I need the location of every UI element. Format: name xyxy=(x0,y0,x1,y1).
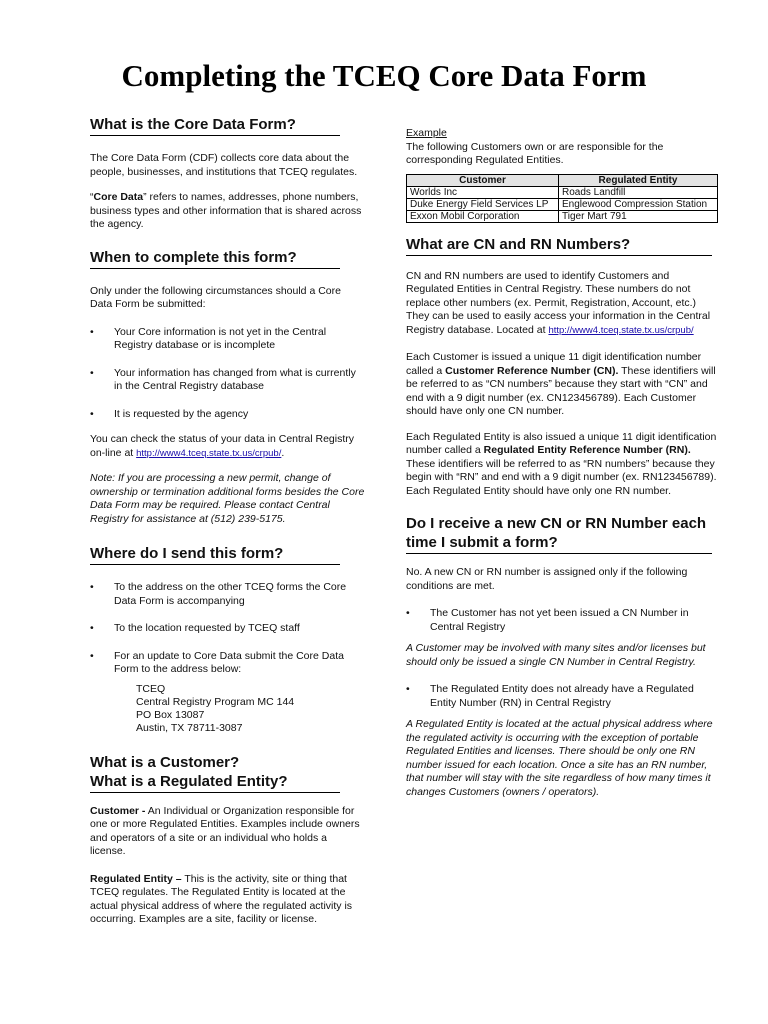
core-open-quote: “ xyxy=(90,191,94,203)
customer-def-text: An Individual or Organization responsible for one or more Regulated Entities. Examples include owners and operators of a site or an individual who holds a license. xyxy=(90,804,360,857)
condition-list-2 xyxy=(406,683,718,710)
column-header-regulated-entity: Regulated Entity xyxy=(559,174,718,186)
cnrn-heading: What are CN and RN Numbers? xyxy=(406,235,712,256)
when-heading: When to complete this form? xyxy=(90,248,340,269)
address-line: PO Box 13087 xyxy=(136,708,205,721)
list-item: • Your Core information is not yet in the Central Registry database or is incomplete xyxy=(90,326,365,353)
rn-paragraph xyxy=(406,431,718,499)
cn-text-start: Each Customer is issued a unique 11 digit identification number called a xyxy=(406,351,702,377)
condition-2-note-text: A Regulated Entity is located at the actual physical address where the regulated activity is occurring with the exception of portable Regulated Entities and licenses. There should be only one RN number issued for each location. Once a site has an RN number, that number will stay with the site regardless of how many times it changes Customers (owners / operators). xyxy=(406,718,713,798)
list-item: • To the location requested by TCEQ staff xyxy=(90,622,365,636)
cn-text-end: These identifiers will be referred to as “CN numbers” because they start with “CN” and end with a 9 digit number (ex. CN123456789). Each Customer should have only one CN number. xyxy=(406,364,716,417)
list-item: • To the address on the other TCEQ forms the Core Data Form is accompanying xyxy=(90,581,365,608)
condition-2-note xyxy=(406,718,718,799)
table-cell: Tiger Mart 791 xyxy=(559,210,718,222)
re-def-text: This is the activity, site or thing that TCEQ regulates. The Regulated Entity is located at the actual physical address of where the regulated activity is occurring. Examples are a site, facility or license. xyxy=(90,872,353,925)
list-item: • For an update to Core Data submit the Core Data Form to the address below: xyxy=(90,650,365,677)
cn-paragraph xyxy=(406,351,718,419)
core-data-paragraph xyxy=(90,191,365,232)
table-row xyxy=(407,198,718,210)
rn-text-end: These identifiers will be referred to as “RN numbers” because they begin with “RN” and end with a 9 digit number (ex. RN123456789). Each Regulated Entity should have only one RN number. xyxy=(406,457,717,497)
table-header-row xyxy=(407,174,718,186)
crpub-link-right[interactable]: http://www4.tceq.state.tx.us/crpub/ xyxy=(548,324,694,336)
customer-heading xyxy=(90,753,340,793)
cnrn-text: CN and RN numbers are used to identify Customers and Regulated Entities in Central Registry. These numbers do not replace other numbers (ex. Permit, Registration, Account, etc.) They can be used to easily access your information in the Central Registry database. Located at xyxy=(406,269,711,336)
re-term: Regulated Entity – xyxy=(90,872,182,885)
mailing-address xyxy=(136,683,365,735)
column-header-customer: Customer xyxy=(407,174,559,186)
address-line: TCEQ xyxy=(136,682,166,695)
send-heading: Where do I send this form? xyxy=(90,544,340,565)
table-cell: Worlds Inc xyxy=(407,186,559,198)
crpub-link-left[interactable]: http://www4.tceq.state.tx.us/crpub/ xyxy=(136,447,282,459)
customer-definition xyxy=(90,805,365,859)
new-number-heading: Do I receive a new CN or RN Number each time I submit a form? xyxy=(406,514,712,554)
send-list xyxy=(90,581,365,677)
table-cell: Exxon Mobil Corporation xyxy=(407,210,559,222)
right-column xyxy=(406,127,718,799)
new-number-intro: No. A new CN or RN number is assigned only if the following conditions are met. xyxy=(406,566,688,592)
customer-heading-line-1: What is a Customer? xyxy=(90,753,240,771)
core-data-desc: ” refers to names, addresses, phone numbers, business types and other information that is shared across the agency. xyxy=(90,191,362,230)
table-row xyxy=(407,210,718,222)
address-line: Central Registry Program MC 144 xyxy=(136,695,295,708)
cn-term: Customer Reference Number (CN). xyxy=(445,364,619,377)
condition-1-note xyxy=(406,642,718,669)
customer-term: Customer - xyxy=(90,804,146,817)
when-intro: Only under the following circumstances should a Core Data Form be submitted: xyxy=(90,284,341,310)
condition-list-1 xyxy=(406,607,718,634)
customer-heading-line-2: What is a Regulated Entity? xyxy=(90,772,288,790)
list-item: • The Regulated Entity does not already have a Regulated Entity Number (RN) in Central Registry xyxy=(406,683,718,710)
table-row xyxy=(407,186,718,198)
status-text: You can check the status of your data in Central Registry on-line at xyxy=(90,433,355,459)
rn-term: Regulated Entity Reference Number (RN). xyxy=(483,444,691,456)
customer-entity-table xyxy=(406,174,718,223)
left-column xyxy=(90,115,365,927)
list-item: • Your information has changed from what is currently in the Central Registry database xyxy=(90,367,365,394)
table-cell: Roads Landfill xyxy=(559,186,718,198)
address-line: Austin, TX 78711-3087 xyxy=(136,721,243,734)
note-paragraph xyxy=(90,472,365,526)
list-item: • It is requested by the agency xyxy=(90,408,365,422)
table-cell: Duke Energy Field Services LP xyxy=(407,198,559,210)
status-paragraph xyxy=(90,433,365,460)
core-data-term: Core Data xyxy=(93,191,144,203)
status-end: . xyxy=(281,446,285,459)
rn-text-start: Each Regulated Entity is also issued a unique 11 digit identification number called a xyxy=(406,430,717,456)
cnrn-paragraph xyxy=(406,270,718,338)
example-text: The following Customers own or are responsible for the corresponding Regulated Entities. xyxy=(406,140,664,166)
page-title: Completing the TCEQ Core Data Form xyxy=(121,58,647,93)
condition-1-note-text: A Customer may be involved with many sites and/or licenses but should only be issued a single CN Number in Central Registry. xyxy=(406,642,706,668)
what-heading: What is the Core Data Form? xyxy=(90,115,340,136)
what-paragraph: The Core Data Form (CDF) collects core data about the people, businesses, and institutions that TCEQ regulates. xyxy=(90,152,358,178)
when-list xyxy=(90,326,365,422)
note-text: Note: If you are processing a new permit, change of ownership or termination additional forms besides the Core Data Form may be required. Please contact Central Registry for assistance at (512) 239-5175. xyxy=(90,472,365,525)
example-label: Example xyxy=(406,127,447,139)
regulated-entity-definition xyxy=(90,873,365,927)
list-item: • The Customer has not yet been issued a CN Number in Central Registry xyxy=(406,607,718,634)
table-cell: Englewood Compression Station xyxy=(559,198,718,210)
